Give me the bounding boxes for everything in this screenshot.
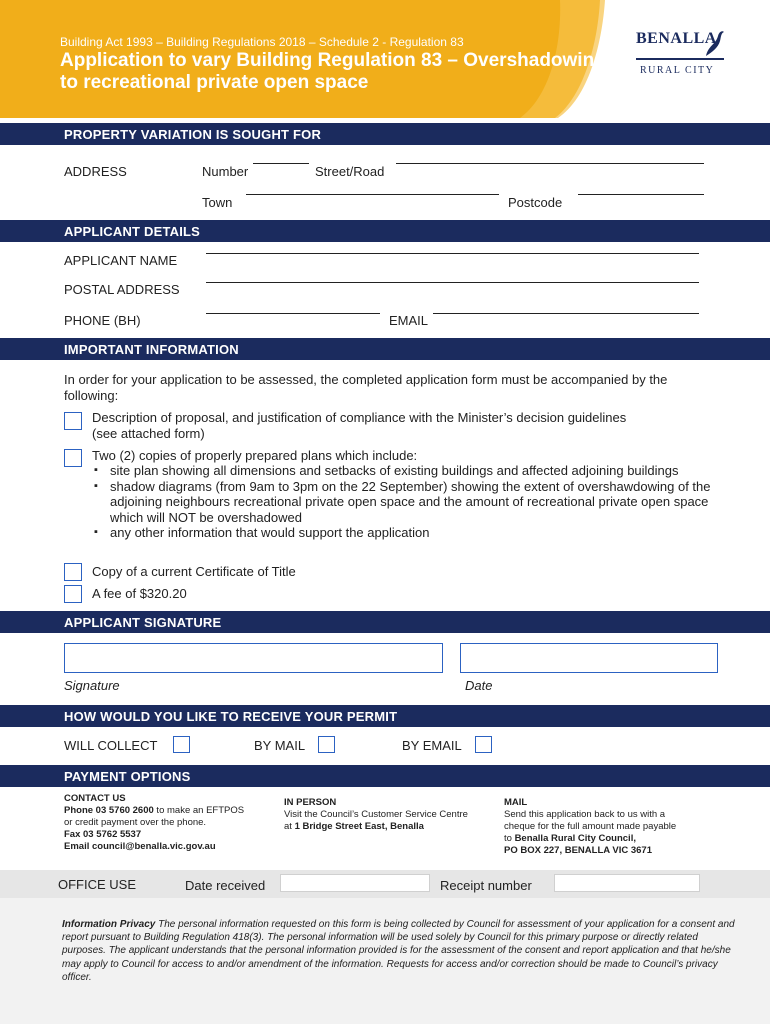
important-intro: In order for your application to be assessed, the completed application form must be accompanied by the following: bbox=[64, 372, 668, 403]
number-field[interactable] bbox=[253, 163, 309, 164]
payment-mail bbox=[504, 797, 724, 857]
office-use-label: OFFICE USE bbox=[58, 877, 137, 892]
checkbox-by-email[interactable] bbox=[475, 736, 492, 753]
date-received-label: Date received bbox=[185, 878, 266, 893]
postal-address-label: POSTAL ADDRESS bbox=[64, 282, 180, 297]
section-signature: APPLICANT SIGNATURE bbox=[0, 611, 770, 633]
receipt-number-field[interactable] bbox=[554, 874, 700, 892]
date-label: Date bbox=[465, 678, 493, 693]
mail-payee: Benalla Rural City Council, bbox=[514, 833, 636, 844]
contact-fax: Fax 03 5762 5537 bbox=[64, 829, 142, 840]
bullet-item: ▪ any other information that would support the application bbox=[92, 525, 712, 541]
item-plans: Two (2) copies of properly prepared plans which include: bbox=[92, 448, 418, 463]
mail-heading: MAIL bbox=[504, 797, 528, 808]
bullet-item: ▪ site plan showing all dimensions and setbacks of existing buildings and affected adjoining buildings bbox=[92, 463, 712, 479]
date-field[interactable] bbox=[460, 643, 718, 673]
in-person-at: at bbox=[284, 821, 295, 832]
header-subtitle: Building Act 1993 – Building Regulations 2018 – Schedule 2 - Regulation 83 bbox=[60, 35, 464, 49]
by-email-label: BY EMAIL bbox=[402, 738, 462, 753]
phone-field[interactable] bbox=[206, 313, 380, 314]
contact-heading: CONTACT US bbox=[64, 793, 126, 804]
email-label: EMAIL bbox=[389, 313, 429, 328]
plans-bullet-list bbox=[92, 463, 712, 541]
bullet-item: ▪ shadow diagrams (from 9am to 3pm on the 22 September) showing the extent of overshawdowing of the adjoining neighbours recreational private open space and the amount of recreational private open space which will NOT be overshadowed bbox=[92, 479, 712, 526]
contact-phone: Phone 03 5760 2600 bbox=[64, 805, 154, 816]
privacy-heading: Information Privacy bbox=[62, 919, 156, 930]
postcode-field[interactable] bbox=[578, 194, 704, 195]
checkbox-certificate[interactable] bbox=[64, 563, 82, 581]
number-label: Number bbox=[202, 164, 249, 179]
page-title: Application to vary Building Regulation 83 – Overshadowing to recreational private open space bbox=[60, 50, 606, 93]
checkbox-description[interactable] bbox=[64, 412, 82, 430]
applicant-name-label: APPLICANT NAME bbox=[64, 253, 178, 268]
logo-divider bbox=[636, 58, 724, 60]
postcode-label: Postcode bbox=[508, 195, 563, 210]
in-person-address: 1 Bridge Street East, Benalla bbox=[294, 821, 424, 832]
item-certificate: Copy of a current Certificate of Title bbox=[92, 564, 296, 579]
section-property: PROPERTY VARIATION IS SOUGHT FOR bbox=[0, 123, 770, 145]
privacy-statement bbox=[62, 918, 738, 984]
section-applicant: APPLICANT DETAILS bbox=[0, 220, 770, 242]
logo-text-top: BENALLA bbox=[636, 30, 717, 47]
checkbox-will-collect[interactable] bbox=[173, 736, 190, 753]
mail-text-1: Send this application back to us with a bbox=[504, 809, 666, 820]
contact-phone-text: to make an EFTPOS bbox=[153, 805, 245, 816]
form-header bbox=[0, 0, 770, 118]
checkbox-plans[interactable] bbox=[64, 449, 82, 467]
contact-phone-text-2: or credit payment over the phone. bbox=[64, 817, 207, 828]
section-important: IMPORTANT INFORMATION bbox=[0, 338, 770, 360]
mail-text-2: cheque for the full amount made payable bbox=[504, 821, 677, 832]
email-field[interactable] bbox=[433, 313, 699, 314]
town-field[interactable] bbox=[246, 194, 499, 195]
applicant-name-field[interactable] bbox=[206, 253, 699, 254]
phone-label: PHONE (BH) bbox=[64, 313, 141, 328]
mail-address: PO BOX 227, BENALLA VIC 3671 bbox=[504, 845, 653, 856]
signature-label: Signature bbox=[64, 678, 120, 693]
date-received-field[interactable] bbox=[280, 874, 430, 892]
logo-swan-icon bbox=[702, 28, 726, 58]
receipt-number-label: Receipt number bbox=[440, 878, 532, 893]
postal-address-field[interactable] bbox=[206, 282, 699, 283]
street-field[interactable] bbox=[396, 163, 704, 164]
checkbox-fee[interactable] bbox=[64, 585, 82, 603]
logo-text-bottom: RURAL CITY bbox=[640, 65, 715, 76]
signature-field[interactable] bbox=[64, 643, 443, 673]
benalla-logo bbox=[636, 28, 728, 83]
will-collect-label: WILL COLLECT bbox=[64, 738, 158, 753]
payment-in-person bbox=[284, 797, 494, 833]
section-receive: HOW WOULD YOU LIKE TO RECEIVE YOUR PERMIT bbox=[0, 705, 770, 727]
town-label: Town bbox=[202, 195, 233, 210]
privacy-text: The personal information requested on this form is being collected by Council for assessment of your application for a consent and report pursuant to Building Regulation 418(3). The personal information will be used solely by Council for this primary purpose or directly related purposes. The applicant understands that the personal information provided is for the assessment of the consent and report application and that he/she may apply to Council for access to and/or amendment of the information. Requests for access and/or correction should be made to Council’s privacy officer. bbox=[62, 919, 735, 983]
in-person-heading: IN PERSON bbox=[284, 797, 337, 808]
checkbox-by-mail[interactable] bbox=[318, 736, 335, 753]
address-label: ADDRESS bbox=[64, 164, 127, 179]
item-fee: A fee of $320.20 bbox=[92, 586, 187, 601]
by-mail-label: BY MAIL bbox=[254, 738, 306, 753]
contact-email: Email council@benalla.vic.gov.au bbox=[64, 841, 216, 852]
section-payment: PAYMENT OPTIONS bbox=[0, 765, 770, 787]
item-description: Description of proposal, and justification of compliance with the Minister’s decision guidelines (see attached form) bbox=[92, 410, 627, 441]
office-use-strip bbox=[0, 870, 770, 898]
payment-contact bbox=[64, 793, 274, 853]
in-person-text: Visit the Council’s Customer Service Centre bbox=[284, 809, 468, 820]
mail-to: to bbox=[504, 833, 515, 844]
street-label: Street/Road bbox=[315, 164, 385, 179]
